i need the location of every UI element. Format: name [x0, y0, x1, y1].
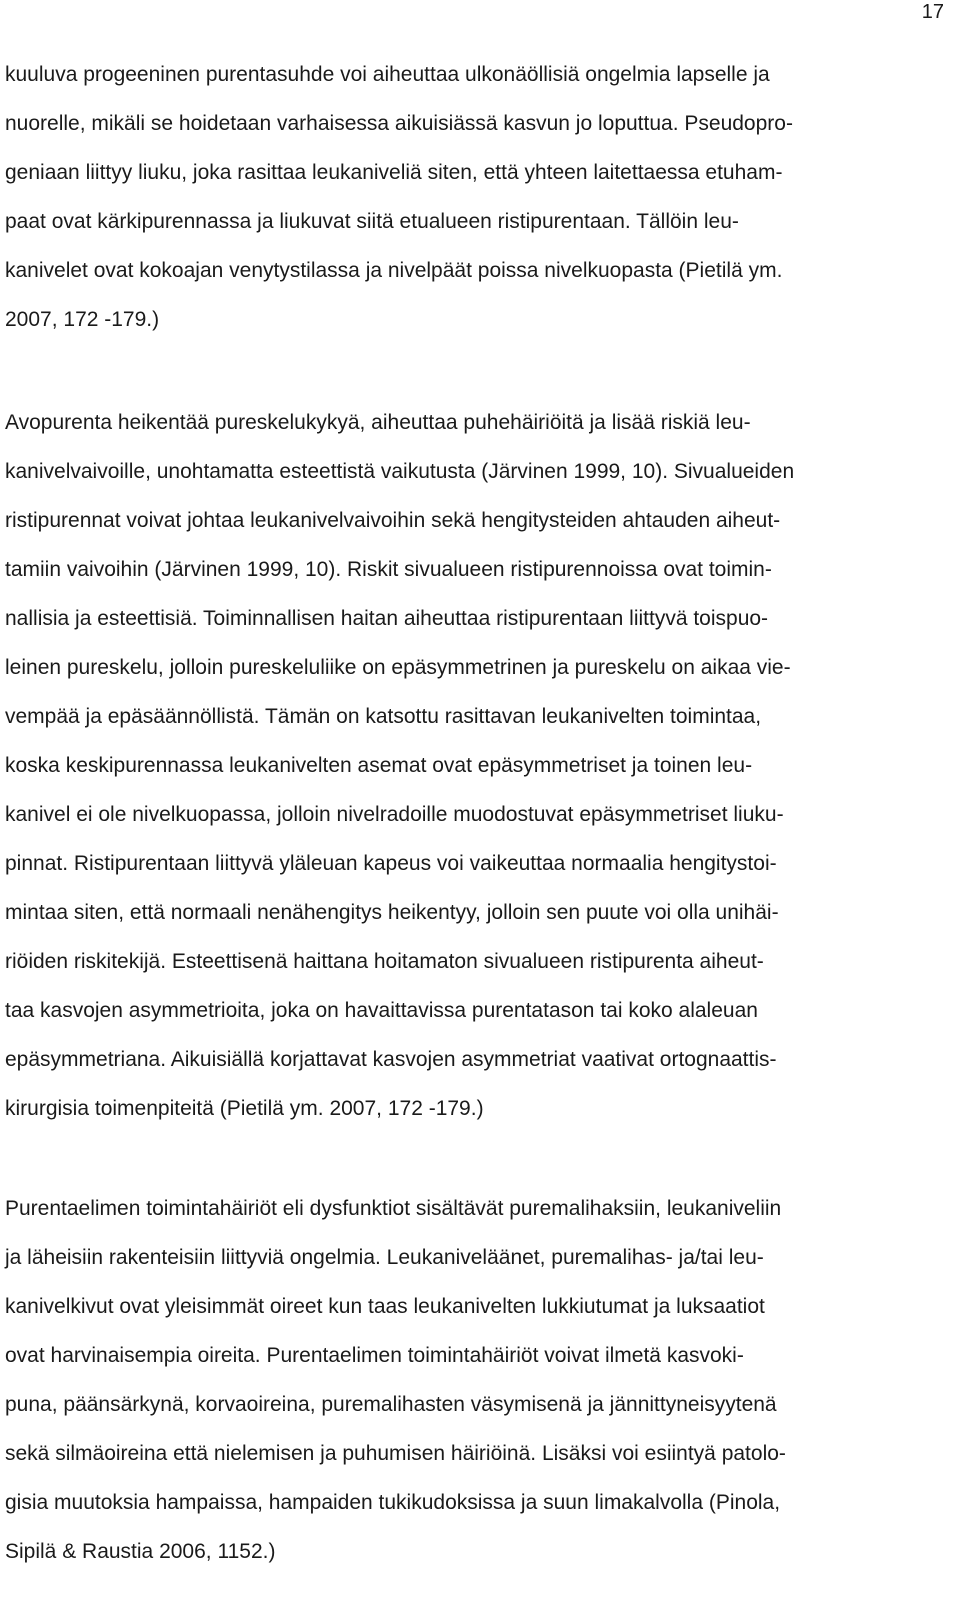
paragraph-2-line-9: kanivel ei ole nivelkuopassa, jolloin nivelradoille muodostuvat epäsymmetriset liuku- — [5, 803, 784, 826]
page-number: 17 — [921, 1, 944, 23]
paragraph-1-line-1: kuuluva progeeninen purentasuhde voi aiheuttaa ulkonäöllisiä ongelmia lapselle ja — [5, 63, 770, 86]
paragraph-2-line-6: leinen pureskelu, jolloin pureskeluliike on epäsymmetrinen ja pureskelu on aikaa vie- — [5, 656, 791, 679]
paragraph-3-line-8: Sipilä & Raustia 2006, 1152.) — [5, 1540, 276, 1563]
paragraph-3-line-6: sekä silmäoireina että nielemisen ja puhumisen häiriöinä. Lisäksi voi esiintyä patolo- — [5, 1442, 786, 1465]
paragraph-2-line-13: taa kasvojen asymmetrioita, joka on havaittavissa purentatason tai koko alaleuan — [5, 999, 758, 1022]
paragraph-1-line-3: geniaan liittyy liuku, joka rasittaa leukaniveliä siten, että yhteen laitettaessa etuham- — [5, 161, 783, 184]
paragraph-3-line-7: gisia muutoksia hampaissa, hampaiden tukikudoksissa ja suun limakalvolla (Pinola, — [5, 1491, 781, 1514]
paragraph-3-line-1: Purentaelimen toimintahäiriöt eli dysfunktiot sisältävät puremalihaksiin, leukaniveliin — [5, 1197, 782, 1220]
paragraph-3-line-4: ovat harvinaisempia oireita. Purentaelimen toimintahäiriöt voivat ilmetä kasvoki- — [5, 1344, 744, 1367]
paragraph-1-line-5: kanivelet ovat kokoajan venytystilassa ja nivelpäät poissa nivelkuopasta (Pietilä ym. — [5, 259, 783, 282]
paragraph-2-line-11: mintaa siten, että normaali nenähengitys heikentyy, jolloin sen puute voi olla unihäi- — [5, 901, 779, 924]
paragraph-1-line-6: 2007, 172 -179.) — [5, 308, 160, 331]
paragraph-2-line-8: koska keskipurennassa leukanivelten asemat ovat epäsymmetriset ja toinen leu- — [5, 754, 753, 777]
paragraph-1-line-2: nuorelle, mikäli se hoidetaan varhaisessa aikuisiässä kasvun jo loputtua. Pseudopro- — [5, 112, 793, 135]
paragraph-3-line-5: puna, päänsärkynä, korvaoireina, puremalihasten väsymisenä ja jännittyneisyytenä — [5, 1393, 777, 1416]
paragraph-3-line-2: ja läheisiin rakenteisiin liittyviä ongelmia. Leukaniveläänet, puremalihas- ja/tai leu- — [5, 1246, 764, 1269]
paragraph-2-line-3: ristipurennat voivat johtaa leukanivelvaivoihin sekä hengitysteiden ahtauden aiheut- — [5, 509, 781, 532]
paragraph-2-line-4: tamiin vaivoihin (Järvinen 1999, 10). Riskit sivualueen ristipurennoissa ovat toimin- — [5, 558, 772, 581]
paragraph-3-line-3: kanivelkivut ovat yleisimmät oireet kun taas leukanivelten lukkiutumat ja luksaatiot — [5, 1295, 765, 1318]
paragraph-2-line-15: kirurgisia toimenpiteitä (Pietilä ym. 2007, 172 -179.) — [5, 1097, 484, 1120]
paragraph-2-line-2: kanivelvaivoille, unohtamatta esteettistä vaikutusta (Järvinen 1999, 10). Sivualueiden — [5, 460, 795, 483]
paragraph-2-line-12: riöiden riskitekijä. Esteettisenä haittana hoitamaton sivualueen ristipurenta aiheut- — [5, 950, 764, 973]
paragraph-2-line-7: vempää ja epäsäännöllistä. Tämän on katsottu rasittavan leukanivelten toimintaa, — [5, 705, 762, 728]
paragraph-2-line-1: Avopurenta heikentää pureskelukykyä, aiheuttaa puhehäiriöitä ja lisää riskiä leu- — [5, 411, 751, 434]
paragraph-1-line-4: paat ovat kärkipurennassa ja liukuvat siitä etualueen ristipurentaan. Tällöin leu- — [5, 210, 739, 233]
paragraph-2-line-10: pinnat. Ristipurentaan liittyvä yläleuan kapeus voi vaikeuttaa normaalia hengitystoi- — [5, 852, 777, 875]
paragraph-2-line-14: epäsymmetriana. Aikuisiällä korjattavat kasvojen asymmetriat vaativat ortognaattis- — [5, 1048, 777, 1071]
paragraph-2-line-5: nallisia ja esteettisiä. Toiminnallisen haitan aiheuttaa ristipurentaan liittyvä toispuo- — [5, 607, 769, 630]
